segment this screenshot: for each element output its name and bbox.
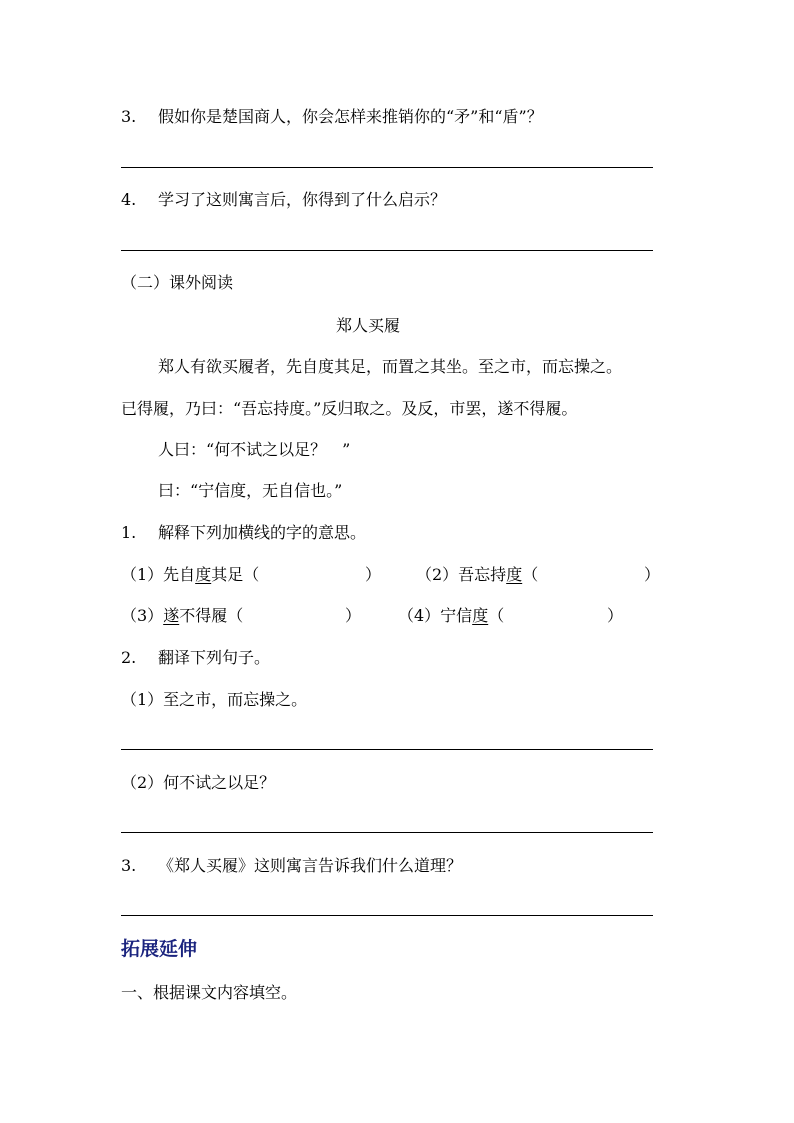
extension-item: 一、根据课文内容填空。 [121, 983, 298, 1002]
item-prefix: （3） [121, 606, 164, 625]
bracket-close: ） [607, 606, 624, 625]
item-prefix: （1）先自 [121, 565, 196, 584]
explain-item-1 [121, 565, 259, 585]
underlined-char: 度 [195, 565, 212, 584]
translate-item: （2）何不试之以足？ [121, 773, 276, 792]
passage-line: 已得履，乃曰：“吾忘持度。”反归取之。及反，市罢，遂不得履。 [121, 399, 578, 418]
answer-line [121, 915, 653, 916]
explain-item-2 [416, 565, 538, 585]
question-text: 翻译下列句子。 [158, 648, 271, 667]
answer-line [121, 167, 653, 168]
passage-line: 郑人有欲买履者，先自度其足，而置之其坐。至之市，而忘操之。 [158, 357, 623, 376]
underlined-char: 遂 [163, 606, 180, 625]
bracket-close: ） [365, 565, 382, 584]
item-prefix: （2）吾忘持 [416, 565, 507, 584]
explain-item-3 [121, 606, 243, 626]
answer-line [121, 250, 653, 251]
item-suffix: （ [488, 606, 505, 625]
bracket-close: ） [345, 606, 362, 625]
question-text: 假如你是楚国商人，你会怎样来推销你的“矛”和“盾”？ [158, 107, 543, 126]
underlined-char: 度 [506, 565, 523, 584]
answer-line [121, 749, 653, 750]
item-prefix: （4）宁信 [398, 606, 473, 625]
section-heading: 拓展延伸 [121, 938, 198, 960]
question-text: 解释下列加横线的字的意思。 [158, 523, 367, 542]
question-number: 3. [121, 107, 137, 126]
translate-item: （1）至之市，而忘操之。 [121, 690, 308, 709]
item-suffix: （ [522, 565, 539, 584]
passage-line: 曰：“宁信度，无自信也。” [158, 481, 343, 500]
underlined-char: 度 [472, 606, 489, 625]
explain-item-4 [398, 606, 504, 626]
item-suffix: 其足（ [211, 565, 260, 584]
item-suffix: 不得履（ [179, 606, 244, 625]
answer-line [121, 832, 653, 833]
passage-title: 郑人买履 [336, 316, 401, 335]
question-number: 2. [121, 648, 137, 667]
question-text: 《郑人买履》这则寓言告诉我们什么道理？ [158, 856, 463, 875]
question-number: 4. [121, 190, 137, 209]
passage-line: 人曰：“何不试之以足？ ” [158, 440, 351, 459]
question-number: 3. [121, 856, 137, 875]
question-number: 1. [121, 523, 137, 542]
question-text: 学习了这则寓言后，你得到了什么启示？ [158, 190, 447, 209]
bracket-close: ） [644, 565, 661, 584]
section-label: （二）课外阅读 [121, 273, 234, 292]
